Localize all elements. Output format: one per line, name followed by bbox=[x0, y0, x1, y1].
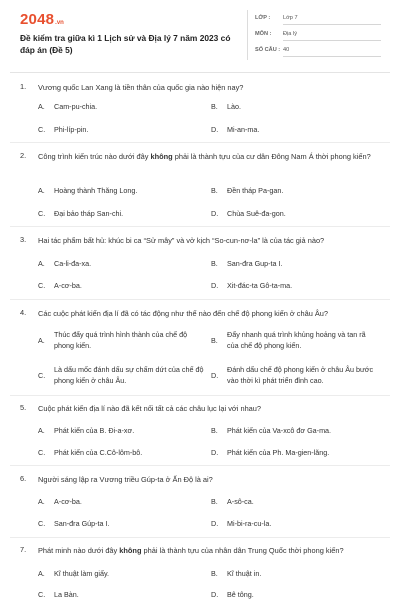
option-letter: B. bbox=[211, 426, 218, 435]
meta-class bbox=[255, 13, 381, 29]
header-separator bbox=[10, 72, 390, 73]
option-letter: A. bbox=[38, 259, 45, 268]
option-letter: A. bbox=[38, 426, 45, 435]
option-text: Mi-an-ma. bbox=[227, 125, 260, 134]
option-letter: C. bbox=[38, 448, 46, 457]
question-separator bbox=[10, 142, 390, 143]
meta-question-count bbox=[255, 45, 381, 61]
option-letter: C. bbox=[38, 519, 46, 528]
meta-underline bbox=[283, 24, 381, 25]
option-text: Mi-bi-ra-cu-la. bbox=[227, 519, 272, 528]
option-text: Đại bảo tháp San-chi. bbox=[54, 209, 124, 218]
option-letter: A. bbox=[38, 102, 45, 111]
meta-label: MÔN : bbox=[255, 31, 272, 37]
option-text: Kĩ thuật làm giấy. bbox=[54, 569, 109, 578]
question-text: Các cuộc phát kiến địa lí đã có tác động như thế nào đến chế độ phong kiến ở châu Âu? bbox=[38, 309, 329, 318]
question-text: Vương quốc Lan Xang là tiền thân của quốc gia nào hiện nay? bbox=[38, 83, 244, 92]
question-separator bbox=[10, 226, 390, 227]
option-text: Đẩy nhanh quá trình khủng hoảng và tan rã của chế độ phong kiến. bbox=[227, 330, 366, 350]
option-letter: C. bbox=[38, 371, 46, 380]
option-letter: B. bbox=[211, 102, 218, 111]
site-logo[interactable] bbox=[20, 11, 64, 29]
option-text: Ca-li-đa-xa. bbox=[54, 259, 92, 268]
meta-value: Địa lý bbox=[283, 31, 297, 37]
option-letter: A. bbox=[38, 569, 45, 578]
option-letter: A. bbox=[38, 497, 45, 506]
option-text: A-sô-ca. bbox=[227, 497, 254, 506]
question-number: 4. bbox=[20, 308, 27, 317]
option-letter: B. bbox=[211, 497, 218, 506]
question-text-pre: Công trình kiến trúc nào dưới đây bbox=[38, 152, 151, 161]
question-separator bbox=[10, 537, 390, 538]
question-text-pre: Phát minh nào dưới đây bbox=[38, 546, 120, 555]
option-text: Đền tháp Pa-gan. bbox=[227, 186, 284, 195]
meta-underline bbox=[283, 56, 381, 57]
option-text: Bê tông. bbox=[227, 590, 254, 599]
option-letter: B. bbox=[211, 186, 218, 195]
question-separator bbox=[10, 465, 390, 466]
option-letter: C. bbox=[38, 209, 46, 218]
question-text: Cuộc phát kiến địa lí nào đã kết nối tất cả các châu lục lại với nhau? bbox=[38, 404, 262, 413]
meta-label: LỚP : bbox=[255, 15, 271, 21]
meta-subject bbox=[255, 29, 381, 45]
question-separator bbox=[10, 299, 390, 300]
question-number: 6. bbox=[20, 474, 27, 483]
option-letter: D. bbox=[211, 209, 219, 218]
question-number: 2. bbox=[20, 151, 27, 160]
option-letter: C. bbox=[38, 281, 46, 290]
header-divider bbox=[247, 10, 248, 60]
option-text: La Bàn. bbox=[54, 590, 79, 599]
question-text: Hai tác phẩm bất hủ: khúc bi ca “Sử mây” và vở kịch “So-cun-nơ-la” là của tác giả nào? bbox=[38, 236, 325, 245]
option-letter: B. bbox=[211, 259, 218, 268]
option-text: San-đra Gúp-ta I. bbox=[54, 519, 110, 528]
option-text: Hoàng thành Thăng Long. bbox=[54, 186, 138, 195]
question-number: 5. bbox=[20, 403, 27, 412]
option-letter: C. bbox=[38, 125, 46, 134]
option-text: A-cơ-ba. bbox=[54, 497, 82, 506]
option-letter: B. bbox=[211, 336, 218, 345]
option-text: Cam-pu-chia. bbox=[54, 102, 98, 111]
meta-value: Lớp 7 bbox=[283, 15, 298, 21]
meta-underline bbox=[283, 40, 381, 41]
option-letter: C. bbox=[38, 590, 46, 599]
question-separator bbox=[10, 395, 390, 396]
option-letter: D. bbox=[211, 371, 219, 380]
option-letter: B. bbox=[211, 569, 218, 578]
question-text-emphasis: không bbox=[119, 546, 142, 555]
meta-value: 40 bbox=[283, 47, 290, 53]
question-number: 7. bbox=[20, 545, 27, 554]
question-text bbox=[38, 151, 376, 163]
question-text-post: phải là thành tựu của nhân dân Trung Quốc thời phong kiến? bbox=[141, 546, 344, 555]
logo-main: 2048 bbox=[20, 11, 55, 28]
option-text: Phát kiến của Va-xcô đơ Ga-ma. bbox=[227, 426, 332, 435]
option-text: San-đra Gup-ta I. bbox=[227, 259, 283, 268]
option-text: Đánh dấu chế độ phong kiến ở châu Âu bước vào thời kì phát triển đỉnh cao. bbox=[227, 365, 374, 385]
question-text-emphasis: không bbox=[150, 152, 173, 161]
question-text: Người sáng lập ra Vương triều Gúp-ta ở Ấn Độ là ai? bbox=[38, 475, 213, 484]
option-text: Phát kiến của B. Đi-a-xơ. bbox=[54, 426, 135, 435]
option-text: Phi-líp-pin. bbox=[54, 125, 89, 134]
option-text: Là dấu mốc đánh dấu sự chấm dứt của chế độ phong kiến ở châu Âu. bbox=[54, 365, 204, 385]
option-letter: D. bbox=[211, 281, 219, 290]
option-text: Lào. bbox=[227, 102, 241, 111]
option-text: Phát kiến của C.Cô-lôm-bô. bbox=[54, 448, 143, 457]
meta-label: SỐ CÂU : bbox=[255, 47, 281, 53]
question-number: 1. bbox=[20, 82, 27, 91]
option-letter: A. bbox=[38, 186, 45, 195]
question-text-post: phải là thành tựu của cư dân Đông Nam Á thời phong kiến? bbox=[172, 152, 371, 161]
option-letter: D. bbox=[211, 590, 219, 599]
document-title: Đề kiểm tra giữa kì 1 Lịch sử và Địa lý 7 năm 2023 có đáp án (Đề 5) bbox=[20, 33, 231, 55]
header bbox=[0, 0, 400, 66]
logo-suffix: .vn bbox=[55, 20, 64, 26]
option-letter: D. bbox=[211, 519, 219, 528]
option-letter: D. bbox=[211, 125, 219, 134]
option-letter: D. bbox=[211, 448, 219, 457]
question-number: 3. bbox=[20, 235, 27, 244]
option-text: A-cơ-ba. bbox=[54, 281, 82, 290]
option-text: Phát kiến của Ph. Ma-gien-lăng. bbox=[227, 448, 330, 457]
option-text: Thúc đẩy quá trình hình thành của chế độ phong kiến. bbox=[54, 330, 188, 350]
option-letter: A. bbox=[38, 336, 45, 345]
question-text bbox=[38, 545, 376, 557]
option-text: Kĩ thuật in. bbox=[227, 569, 262, 578]
option-text: Chùa Suê-đa-gon. bbox=[227, 209, 286, 218]
option-text: Xit-đác-ta Gô-ta-ma. bbox=[227, 281, 293, 290]
